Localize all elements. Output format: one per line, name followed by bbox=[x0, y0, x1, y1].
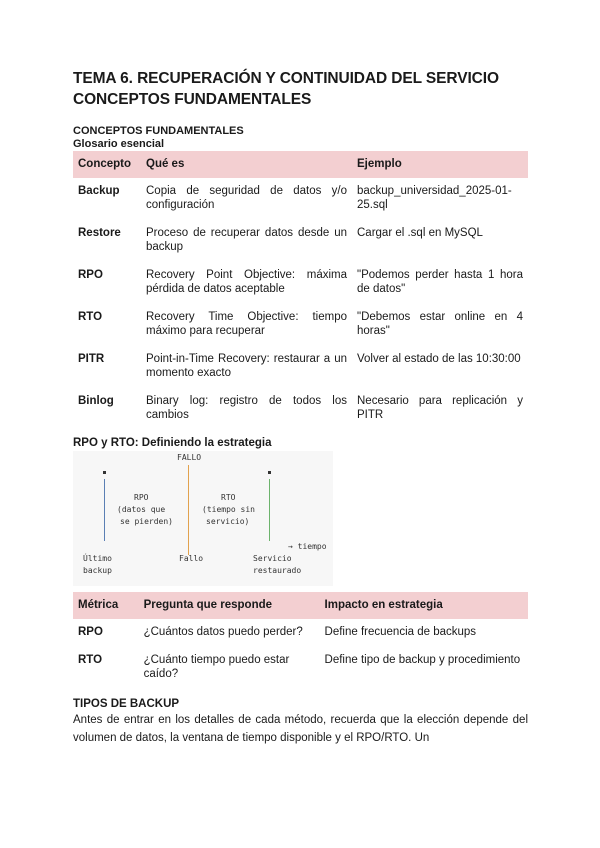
glossary-header-row bbox=[73, 151, 528, 178]
diagram-rpo-sub1: (datos que bbox=[117, 505, 166, 514]
diagram-fallo-top-label: FALLO bbox=[177, 453, 202, 462]
glossary-table bbox=[73, 151, 528, 430]
glossary-description: Proceso de recuperar datos desde un backup bbox=[146, 227, 347, 253]
intro-paragraph: Antes de entrar en los detalles de cada método, recuerda que la elección depende del volumen de datos, la ventana de tiempo disponible y el RPO/RTO. Un bbox=[73, 714, 528, 744]
glossary-example: Volver al estado de las 10:30:00 bbox=[357, 353, 521, 365]
diagram-line-fallo bbox=[188, 465, 189, 555]
metrics-header-impacto: Impacto en estrategia bbox=[320, 592, 528, 619]
section-heading-rpo-rto: RPO y RTO: Definiendo la estrategia bbox=[73, 437, 272, 449]
table-row bbox=[73, 619, 528, 647]
glossary-description: Recovery Time Objective: tiempo máximo para recuperar bbox=[146, 311, 347, 337]
diagram-marker-left bbox=[103, 471, 106, 474]
glossary-header-concepto: Concepto bbox=[73, 151, 141, 178]
diagram-rpo-label: RPO bbox=[134, 493, 149, 502]
diagram-ultimo-label-1: Último bbox=[83, 554, 112, 563]
table-row bbox=[73, 262, 528, 304]
diagram-line-last-backup bbox=[104, 479, 105, 541]
table-row bbox=[73, 388, 528, 430]
diagram-rpo-sub2: se pierden) bbox=[120, 517, 173, 526]
metrics-table bbox=[73, 592, 528, 689]
diagram-line-restaurado bbox=[269, 479, 270, 541]
diagram-fallo-bottom-label: Fallo bbox=[179, 554, 204, 563]
diagram-ultimo-label-2: backup bbox=[83, 566, 112, 575]
glossary-concept: RPO bbox=[78, 269, 103, 281]
glossary-description: Recovery Point Objective: máxima pérdida de datos aceptable bbox=[146, 269, 347, 295]
glossary-description: Binary log: registro de todos los cambios bbox=[146, 395, 347, 421]
diagram-tiempo-arrow: → tiempo bbox=[288, 542, 327, 551]
glossary-concept: RTO bbox=[78, 311, 103, 323]
diagram-rto-sub1: (tiempo sin bbox=[202, 505, 255, 514]
metric-name: RPO bbox=[78, 626, 103, 638]
metrics-header-row bbox=[73, 592, 528, 619]
metric-name: RTO bbox=[78, 654, 103, 666]
glossary-example: Cargar el .sql en MySQL bbox=[357, 227, 483, 239]
metric-question: ¿Cuántos datos puedo perder? bbox=[143, 626, 303, 638]
diagram-rto-label: RTO bbox=[221, 493, 236, 502]
glossary-example: "Debemos estar online en 4 horas" bbox=[357, 311, 523, 337]
section-heading-tipos-backup: TIPOS DE BACKUP bbox=[73, 698, 180, 710]
metric-impact: Define frecuencia de backups bbox=[324, 626, 477, 638]
glossary-concept: Binlog bbox=[78, 395, 114, 407]
section-heading-conceptos: CONCEPTOS FUNDAMENTALES bbox=[73, 125, 244, 137]
table-row bbox=[73, 220, 528, 262]
glossary-example: Necesario para replicación y PITR bbox=[357, 395, 523, 421]
diagram-marker-right bbox=[268, 471, 271, 474]
table-row bbox=[73, 178, 528, 220]
rpo-rto-diagram bbox=[73, 451, 333, 586]
glossary-example: backup_universidad_2025-01-25.sql bbox=[357, 185, 512, 211]
glossary-description: Copia de seguridad de datos y/o configuración bbox=[146, 185, 347, 211]
metric-question: ¿Cuánto tiempo puedo estar caído? bbox=[143, 654, 290, 680]
glossary-concept: PITR bbox=[78, 353, 105, 365]
table-row bbox=[73, 346, 528, 388]
glossary-example: "Podemos perder hasta 1 hora de datos" bbox=[357, 269, 523, 295]
title-line-1: TEMA 6. RECUPERACIÓN Y CONTINUIDAD DEL SERVICIO bbox=[73, 70, 499, 87]
glossary-header-ejemplo: Ejemplo bbox=[352, 151, 528, 178]
glossary-concept: Backup bbox=[78, 185, 120, 197]
subheading-glosario: Glosario esencial bbox=[73, 138, 165, 150]
metric-impact: Define tipo de backup y procedimiento bbox=[324, 654, 521, 666]
document-title bbox=[73, 68, 528, 110]
metrics-header-pregunta: Pregunta que responde bbox=[139, 592, 320, 619]
diagram-rto-sub2: servicio) bbox=[206, 517, 250, 526]
document-page bbox=[73, 68, 528, 747]
glossary-description: Point-in-Time Recovery: restaurar a un momento exacto bbox=[146, 353, 347, 379]
title-line-2: CONCEPTOS FUNDAMENTALES bbox=[73, 91, 312, 108]
glossary-header-que-es: Qué es bbox=[141, 151, 352, 178]
diagram-servicio-label-2: restaurado bbox=[253, 566, 302, 575]
table-row bbox=[73, 304, 528, 346]
table-row bbox=[73, 647, 528, 689]
glossary-concept: Restore bbox=[78, 227, 121, 239]
metrics-header-metrica: Métrica bbox=[73, 592, 139, 619]
diagram-servicio-label-1: Servicio bbox=[253, 554, 292, 563]
